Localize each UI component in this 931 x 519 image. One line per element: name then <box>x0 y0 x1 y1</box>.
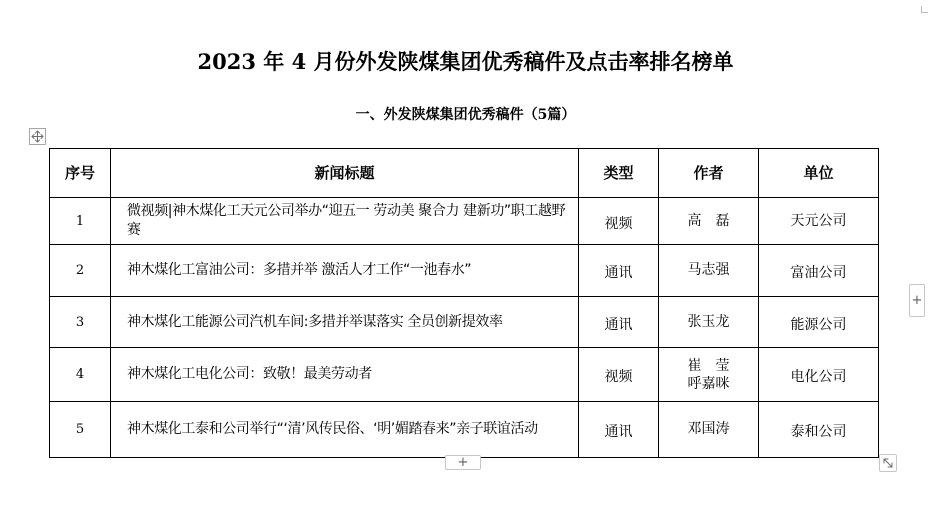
cell-unit[interactable] <box>759 297 879 348</box>
articles-table <box>49 148 879 458</box>
move-arrows-icon <box>30 129 45 144</box>
type-text: 通讯 <box>604 265 633 281</box>
header-unit: 单位 <box>759 149 879 198</box>
cell-unit[interactable] <box>759 245 879 297</box>
add-row-button[interactable]: + <box>445 455 481 470</box>
table-move-handle[interactable] <box>29 128 46 145</box>
cell-author[interactable] <box>659 348 759 402</box>
cell-unit[interactable]: 天元公司 <box>759 198 879 245</box>
unit-text: 泰和公司 <box>790 424 847 440</box>
table-row <box>50 402 879 458</box>
type-text: 通讯 <box>604 424 633 440</box>
cell-type[interactable] <box>579 348 659 402</box>
header-title: 新闻标题 <box>111 149 579 198</box>
cell-index[interactable]: 5 <box>50 402 111 458</box>
table-resize-handle[interactable] <box>879 454 897 472</box>
cell-author[interactable]: 张玉龙 <box>659 297 759 348</box>
table-row <box>50 245 879 297</box>
cell-type[interactable] <box>579 245 659 297</box>
header-type: 类型 <box>579 149 659 198</box>
author-name: 呼嘉咪 <box>687 375 730 392</box>
table-row <box>50 297 879 348</box>
table-row <box>50 198 879 245</box>
section-title: 一、外发陕煤集团优秀稿件（5篇） <box>355 107 576 123</box>
cell-author[interactable]: 高 磊 <box>659 198 759 245</box>
cell-index[interactable]: 2 <box>50 245 111 297</box>
cell-title[interactable] <box>111 297 579 348</box>
cell-unit[interactable] <box>759 348 879 402</box>
table-row <box>50 348 879 402</box>
news-title-text: 神木煤化工富油公司：多措并举 激活人才工作“一池春水” <box>127 262 472 278</box>
cell-type[interactable] <box>579 297 659 348</box>
cell-unit[interactable] <box>759 402 879 458</box>
news-title-text: 神木煤化工泰和公司举行“‘清’风传民俗、‘明’媚踏春来”亲子联谊活动 <box>127 421 538 437</box>
cell-title[interactable] <box>111 198 579 245</box>
type-text: 视频 <box>604 215 633 232</box>
table-header-row <box>50 149 879 198</box>
page-corner-mark <box>921 6 928 13</box>
document-title: 2023 年 4 月份外发陕煤集团优秀稿件及点击率排名榜单 <box>197 49 734 74</box>
cell-author[interactable]: 邓国涛 <box>659 402 759 458</box>
diagonal-resize-icon <box>880 455 896 471</box>
type-text: 视频 <box>604 369 633 385</box>
articles-table-container <box>49 148 878 458</box>
unit-text: 电化公司 <box>790 369 847 385</box>
header-index: 序号 <box>50 149 111 198</box>
cell-index[interactable]: 1 <box>50 198 111 245</box>
unit-text: 能源公司 <box>790 316 847 333</box>
news-title-text: 神木煤化工电化公司：致敬！最美劳动者 <box>127 366 372 382</box>
cell-title[interactable] <box>111 245 579 297</box>
header-author: 作者 <box>659 149 759 198</box>
cell-author[interactable]: 马志强 <box>659 245 759 297</box>
cell-type[interactable] <box>579 402 659 458</box>
type-text: 通讯 <box>604 316 633 333</box>
cell-title[interactable] <box>111 348 579 402</box>
unit-text: 富油公司 <box>790 265 847 281</box>
news-title-text: 神木煤化工能源公司汽机车间:多措并举谋落实 全员创新提效率 <box>127 313 503 330</box>
cell-type[interactable] <box>579 198 659 245</box>
cell-index[interactable]: 4 <box>50 348 111 402</box>
cell-title[interactable] <box>111 402 579 458</box>
add-column-button[interactable]: + <box>909 284 925 317</box>
news-title-text: 微视频|神木煤化工天元公司举办“迎五一 劳动美 聚合力 建新功”职工越野赛 <box>127 203 566 238</box>
author-name: 崔 莹 <box>687 357 730 374</box>
cell-index[interactable]: 3 <box>50 297 111 348</box>
